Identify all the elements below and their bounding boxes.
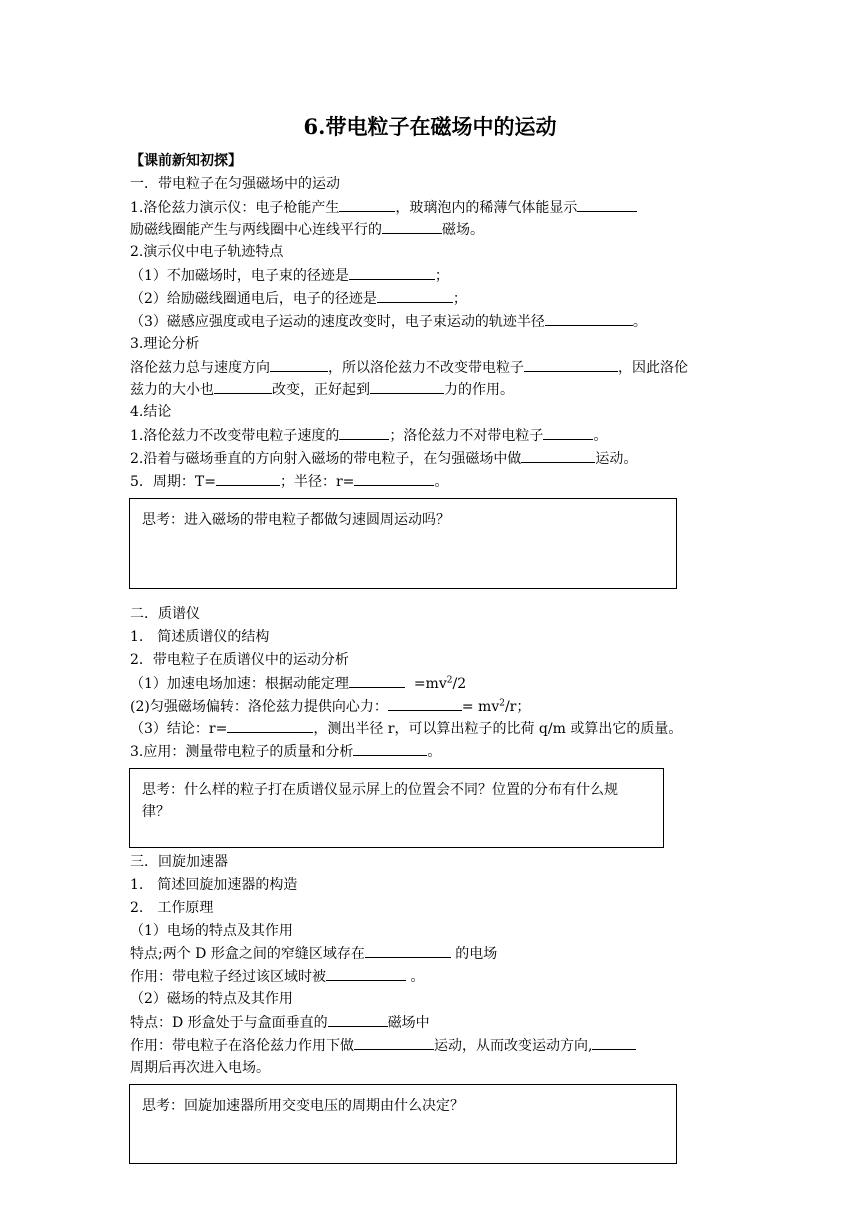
text: =m: [413, 676, 439, 692]
text: 。: [632, 314, 647, 330]
s2-line-5: [130, 717, 682, 740]
text: 运动，从而改变运动方向,: [434, 1038, 593, 1054]
text: v: [491, 699, 500, 715]
text: 运动。: [595, 451, 638, 467]
text: （1）不加磁场时，电子束的径迹是: [130, 268, 349, 284]
s1-line-3: 2.演示仪中电子轨迹特点: [130, 244, 284, 260]
fill-blank[interactable]: [339, 196, 395, 212]
text: 改变，正好起到: [272, 382, 370, 398]
text: （2）给励磁线圈通电后，电子的径迹是: [130, 291, 377, 307]
fill-blank[interactable]: [214, 378, 272, 394]
s1-line-7: 3.理论分析: [130, 336, 200, 352]
text: 2: [446, 675, 453, 686]
text: 力的作用。: [444, 382, 514, 398]
text: （3）磁感应强度或电子运动的速度改变时，电子束运动的轨迹半径: [130, 314, 545, 330]
section-header: 【课前新知初探】: [130, 153, 242, 169]
fill-blank[interactable]: [382, 218, 442, 234]
think-line: 思考：什么样的粒子打在质谱仪显示屏上的位置会不同？位置的分布有什么规: [142, 782, 618, 798]
s3-line-9: 周期后再次进入电场。: [130, 1060, 270, 1076]
text: v: [438, 676, 447, 692]
text: ，所以洛伦兹力不改变带电粒子: [328, 360, 524, 376]
s2-line-2: 2．带电粒子在质谱仪中的运动分析: [130, 652, 349, 668]
fill-blank[interactable]: [377, 287, 453, 303]
fill-blank[interactable]: [328, 1011, 388, 1027]
text: (2)匀强磁场偏转：洛伦兹力提供向心力：: [130, 699, 388, 715]
text: 特点;两个 D 形盒之间的窄缝区域存在: [130, 946, 365, 962]
fill-blank[interactable]: [524, 356, 618, 372]
section-3-heading: 三．回旋加速器: [130, 854, 228, 870]
section-1-heading: 一．带电粒子在匀强磁场中的运动: [130, 176, 340, 192]
fill-blank[interactable]: [227, 717, 313, 733]
think-line: 律？: [142, 804, 170, 820]
fill-blank[interactable]: [388, 695, 462, 711]
text: ，测出半径 r，可以算出粒子的比荷 q/m 或算出它的质量。: [313, 721, 683, 737]
s3-line-1: 1. 简述回旋加速器的构造: [130, 877, 298, 893]
text: （3）结论：r=: [130, 721, 228, 737]
s1-line-5: [130, 287, 467, 310]
text: 5．周期：T=: [130, 474, 216, 490]
s3-line-2: 2. 工作原理: [130, 900, 214, 916]
fill-blank[interactable]: [216, 470, 280, 486]
think-box-1[interactable]: [129, 498, 677, 589]
text: ；半径：r=: [279, 474, 355, 490]
s1-line-4: [130, 264, 449, 287]
think-prompt: 思考：进入磁场的带电粒子都做匀速圆周运动吗？: [142, 512, 450, 528]
s2-line-1: 1. 简述质谱仪的结构: [130, 629, 270, 645]
text: 的电场: [450, 946, 498, 962]
fill-blank[interactable]: [592, 1034, 636, 1050]
text: 兹力的大小也: [130, 382, 214, 398]
s1-line-8: [130, 356, 688, 379]
text: 。: [406, 969, 425, 985]
s3-line-4: [130, 942, 497, 965]
s1-line-2: [130, 218, 484, 241]
s3-line-5: [130, 965, 424, 988]
fill-blank[interactable]: [270, 356, 328, 372]
text: 作用：带电粒子经过该区域时被: [130, 969, 326, 985]
text: ；: [434, 268, 449, 284]
s1-line-11: [130, 424, 607, 447]
text: 作用：带电粒子在洛伦兹力作用下做: [130, 1038, 354, 1054]
think-box-3[interactable]: [129, 1084, 677, 1164]
text: 2: [499, 698, 505, 709]
text: 1.洛伦兹力演示仪：电子枪能产生: [130, 200, 340, 216]
text: 。: [434, 474, 449, 490]
fill-blank[interactable]: [545, 310, 633, 326]
text: = m: [461, 699, 492, 715]
fill-blank[interactable]: [370, 378, 444, 394]
s2-line-6: [130, 740, 441, 763]
s1-line-6: [130, 310, 647, 333]
text: （1）加速电场加速：根据动能定理: [130, 676, 349, 692]
text: ；洛伦兹力不对带电粒子: [389, 428, 544, 444]
s3-line-8: [130, 1034, 636, 1057]
page-title: 6.带电粒子在磁场中的运动: [303, 114, 557, 139]
fill-blank[interactable]: [349, 672, 405, 688]
text: 。: [427, 744, 442, 760]
fill-blank[interactable]: [326, 965, 406, 981]
text: 洛伦兹力总与速度方向: [130, 360, 270, 376]
text: 。: [593, 428, 608, 444]
s3-line-3: （1）电场的特点及其作用: [130, 923, 293, 939]
fill-blank[interactable]: [354, 1034, 434, 1050]
text: /2: [452, 676, 467, 692]
text: 特点：D 形盒处于与盒面垂直的: [130, 1015, 328, 1031]
fill-blank[interactable]: [543, 424, 593, 440]
s1-line-9: [130, 378, 514, 401]
text: /r；: [504, 699, 531, 715]
fill-blank[interactable]: [349, 264, 435, 280]
s1-line-12: [130, 447, 637, 470]
fill-blank[interactable]: [353, 740, 427, 756]
text: 励磁线圈能产生与两线圈中心连线平行的: [130, 222, 382, 238]
s1-line-1: [130, 196, 637, 219]
fill-blank[interactable]: [339, 424, 389, 440]
fill-blank[interactable]: [521, 447, 595, 463]
section-2-heading: 二．质谱仪: [130, 606, 200, 622]
think-prompt: [142, 779, 618, 823]
text: ，因此洛伦: [618, 360, 688, 376]
s2-line-4: [130, 695, 530, 718]
text: 1.洛伦兹力不改变带电粒子速度的: [130, 428, 340, 444]
text: ，玻璃泡内的稀薄气体能显示: [395, 200, 578, 216]
text: 磁场中: [387, 1015, 430, 1031]
fill-blank[interactable]: [577, 196, 637, 212]
s3-line-7: [130, 1011, 430, 1034]
s1-line-10: 4.结论: [130, 404, 172, 420]
think-box-2[interactable]: [129, 768, 664, 848]
text: 3.应用：测量带电粒子的质量和分析: [130, 744, 354, 760]
s2-line-3: [130, 672, 466, 695]
s3-line-6: （2）磁场的特点及其作用: [130, 991, 293, 1007]
text: 2.沿着与磁场垂直的方向射入磁场的带电粒子，在匀强磁场中做: [130, 451, 522, 467]
think-prompt: 思考：回旋加速器所用交变电压的周期由什么决定？: [142, 1098, 464, 1114]
fill-blank[interactable]: [365, 942, 451, 958]
text: ；: [452, 291, 467, 307]
text: 磁场。: [442, 222, 484, 238]
s1-line-13: [130, 470, 448, 493]
fill-blank[interactable]: [354, 470, 434, 486]
